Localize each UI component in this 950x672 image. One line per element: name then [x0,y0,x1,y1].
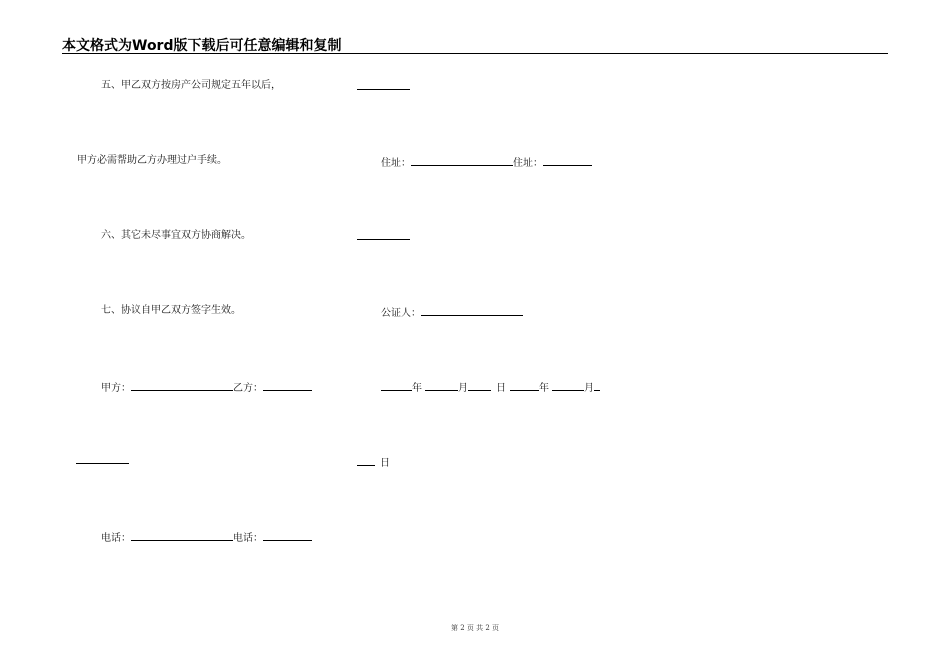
left-standalone-blank [76,463,129,464]
notary-line [381,305,523,320]
address-b-label: 住址： [513,158,543,169]
clause-5-continuation: 甲方必需帮助乙方办理过户手续。 [77,155,227,166]
clause-5-text: 五、甲乙双方按房产公司规定五年以后， [101,80,281,91]
phone-b-blank [263,530,312,541]
notary-label: 公证人： [381,308,421,319]
day-blank [357,455,375,466]
date-year-2: 年 [539,383,549,394]
party-a-blank [131,380,233,391]
phone-a-label: 电话： [101,533,131,544]
date-line [381,380,600,395]
date-blank-5 [552,380,584,391]
date-blank-4 [510,380,539,391]
phone-line [101,530,312,545]
clause-6-text: 六、其它未尽事宜双方协商解决。 [101,230,251,241]
phone-b-label: 电话： [233,533,263,544]
phone-a-blank [131,530,233,541]
day-line [357,455,390,470]
party-signature-line [101,380,312,395]
notary-blank [421,305,523,316]
date-month-1: 月 [458,383,468,394]
clause-7-text: 七、协议自甲乙双方签字生效。 [101,305,241,316]
header-divider [62,53,888,54]
page-footer: 第 2 页 共 2 页 [450,624,500,632]
party-b-blank [263,380,312,391]
document-header-title: 本文格式为Word版下载后可任意编辑和复制 [62,38,342,54]
day-label: 日 [380,458,390,469]
date-month-2: 月 [584,383,594,394]
right-blank-top [357,89,410,90]
date-blank-6 [594,380,600,391]
right-blank-middle [357,239,410,240]
address-line [381,155,592,170]
date-blank-1 [381,380,412,391]
party-b-label: 乙方： [233,383,263,394]
date-year-1: 年 [412,383,422,394]
address-a-label: 住址： [381,158,411,169]
date-day-1: 日 [496,383,506,394]
address-b-blank [543,155,592,166]
date-blank-3 [468,380,491,391]
address-a-blank [411,155,513,166]
date-blank-2 [425,380,458,391]
party-a-label: 甲方： [101,383,131,394]
